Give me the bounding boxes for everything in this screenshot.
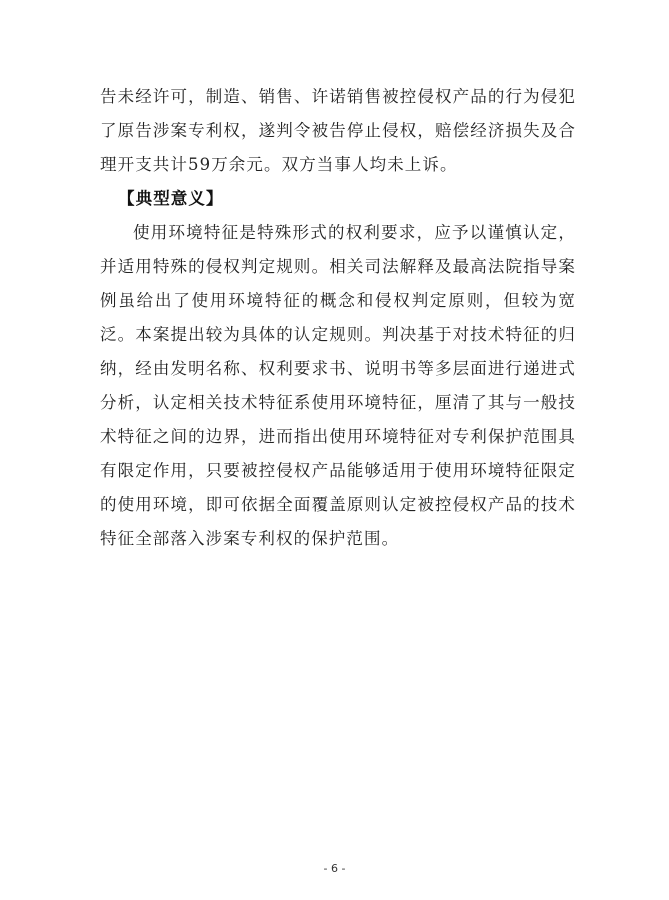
page-number: - 6 - <box>323 862 346 875</box>
section-heading-typical-significance: 【典型意义】 <box>118 189 224 208</box>
document-body <box>100 80 576 556</box>
paragraph-typical-significance: 使用环境特征是特殊形式的权利要求，应予以谨慎认定，并适用特殊的侵权判定规则。相关司法解释及最高法院指导案例虽给出了使用环境特征的概念和侵权判定原则，但较为宽泛。本案提出较为具体的认定规则。判决基于对技术特征的归纳，经由发明名称、权利要求书、说明书等多层面进行递进式分析，认定相关技术特征系使用环境特征，厘清了其与一般技术特征之间的边界，进而指出使用环境特征对专利保护范围具有限定作用，只要被控侵权产品能够适用于使用环境特征限定的使用环境，即可依据全面覆盖原则认定被控侵权产品的技术特征全部落入涉案专利权的保护范围。 <box>100 223 576 548</box>
paragraph-judgment-result: 告未经许可，制造、销售、许诺销售被控侵权产品的行为侵犯了原告涉案专利权，遂判令被告停止侵权，赔偿经济损失及合理开支共计59万余元。双方当事人均未上诉。 <box>100 87 576 174</box>
